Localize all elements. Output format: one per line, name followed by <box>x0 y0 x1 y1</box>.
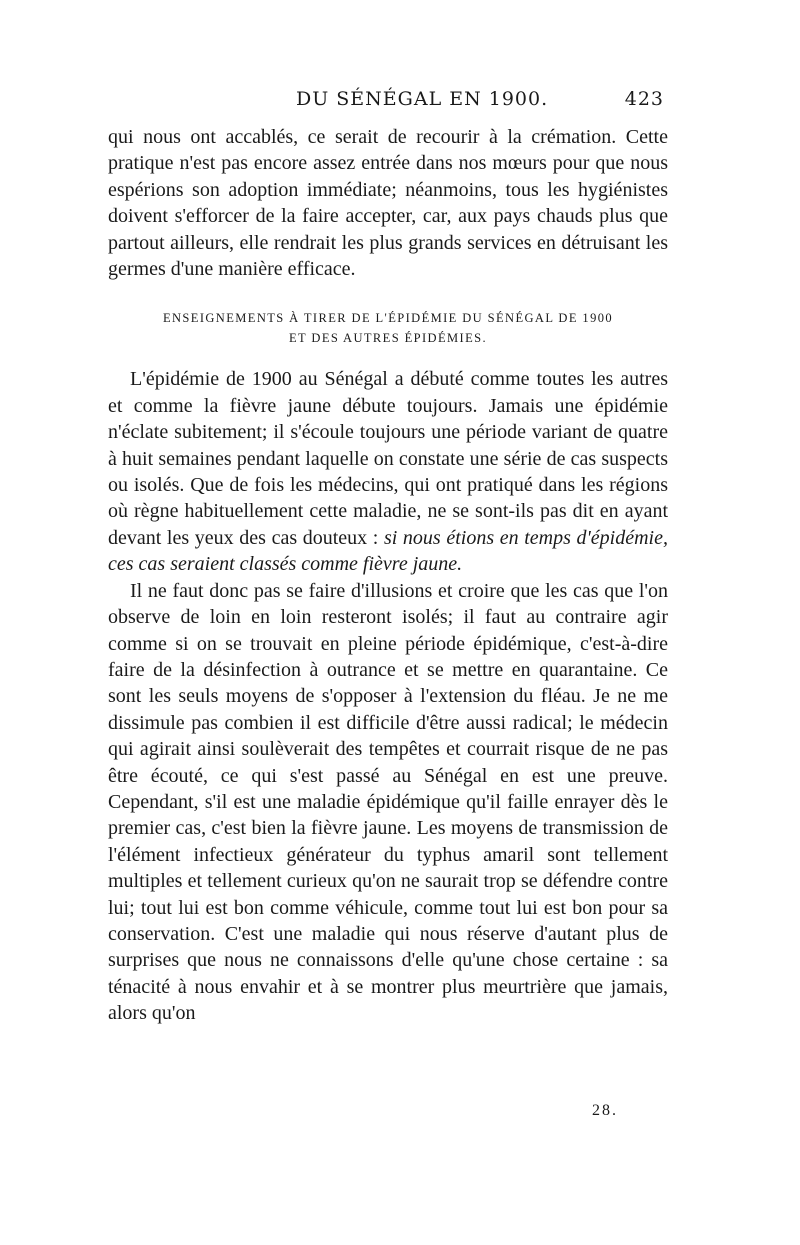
page-number: 423 <box>624 88 664 110</box>
running-header <box>0 88 800 118</box>
running-title: DU SÉNÉGAL EN 1900. <box>296 88 549 110</box>
paragraph-epidemic-onset-italic: si nous étions en temps d'épidémie, ces cas seraient classés comme fièvre jaune. <box>108 526 668 576</box>
section-heading-line-1: ENSEIGNEMENTS À TIRER DE L'ÉPIDÉMIE DU SÉNÉGAL DE 1900 <box>162 311 614 326</box>
paragraph-epidemic-onset-text: L'épidémie de 1900 au Sénégal a débuté comme toutes les autres et comme la fièvre jaune débute toujours. Jamais une épidémie n'éclate subitement; il s'écoule toujours une période variant de quatre à huit semaines pendant laquelle on constate une série de cas suspects ou isolés. Que de fois les médecins, qui ont pratiqué dans les régions où règne habituellement cette maladie, ne se sont-ils pas dit en ayant devant les yeux des cas douteux : <box>108 368 668 549</box>
paragraph-quarantine: Il ne faut donc pas se faire d'illusions et croire que les cas que l'on observe de loin en loin resteront isolés; il faut au contraire agir comme si on se trouvait en pleine période épidémique, c'est-à-dire faire de la désinfection à outrance et se mettre en quarantaine. Ce sont les seuls moyens de s'opposer à l'extension du fléau. Je ne me dissimule pas combien il est difficile d'être aussi radical; le médecin qui agirait ainsi soulèverait des tempêtes et courrait risque de ne pas être écouté, ce qui s'est passé au Sénégal en est une preuve. Cependant, s'il est une maladie épidémique qu'il faille enrayer dès le premier cas, c'est bien la fièvre jaune. Les moyens de transmission de l'élément infectieux générateur du typhus amaril sont tellement multiples et tellement curieux qu'on ne saurait trop se défendre contre lui; tout lui est bon comme véhicule, comme tout lui est bon pour sa conservation. C'est une maladie qui nous réserve d'autant plus de surprises que nous ne connaissons d'elle qu'une chose certaine : sa ténacité à nous envahir et à se montrer plus meurtrière que jamais, alors qu'on <box>108 579 668 1025</box>
paragraph-epidemic-onset <box>108 366 668 577</box>
signature-mark: 28. <box>592 1102 618 1119</box>
page-body <box>108 124 668 1027</box>
section-heading <box>108 308 668 348</box>
section-heading-line-2: ET DES AUTRES ÉPIDÉMIES. <box>289 331 487 346</box>
paragraph-cremation: qui nous ont accablés, ce serait de recourir à la crémation. Cette pratique n'est pas encore assez entrée dans nos mœurs pour que nous espérions son adoption immédiate; néanmoins, tous les hygiénistes doivent s'efforcer de la faire accepter, car, aux pays chauds plus que partout ailleurs, elle rendrait les plus grands services en détruisant les germes d'une manière efficace. <box>108 126 668 281</box>
